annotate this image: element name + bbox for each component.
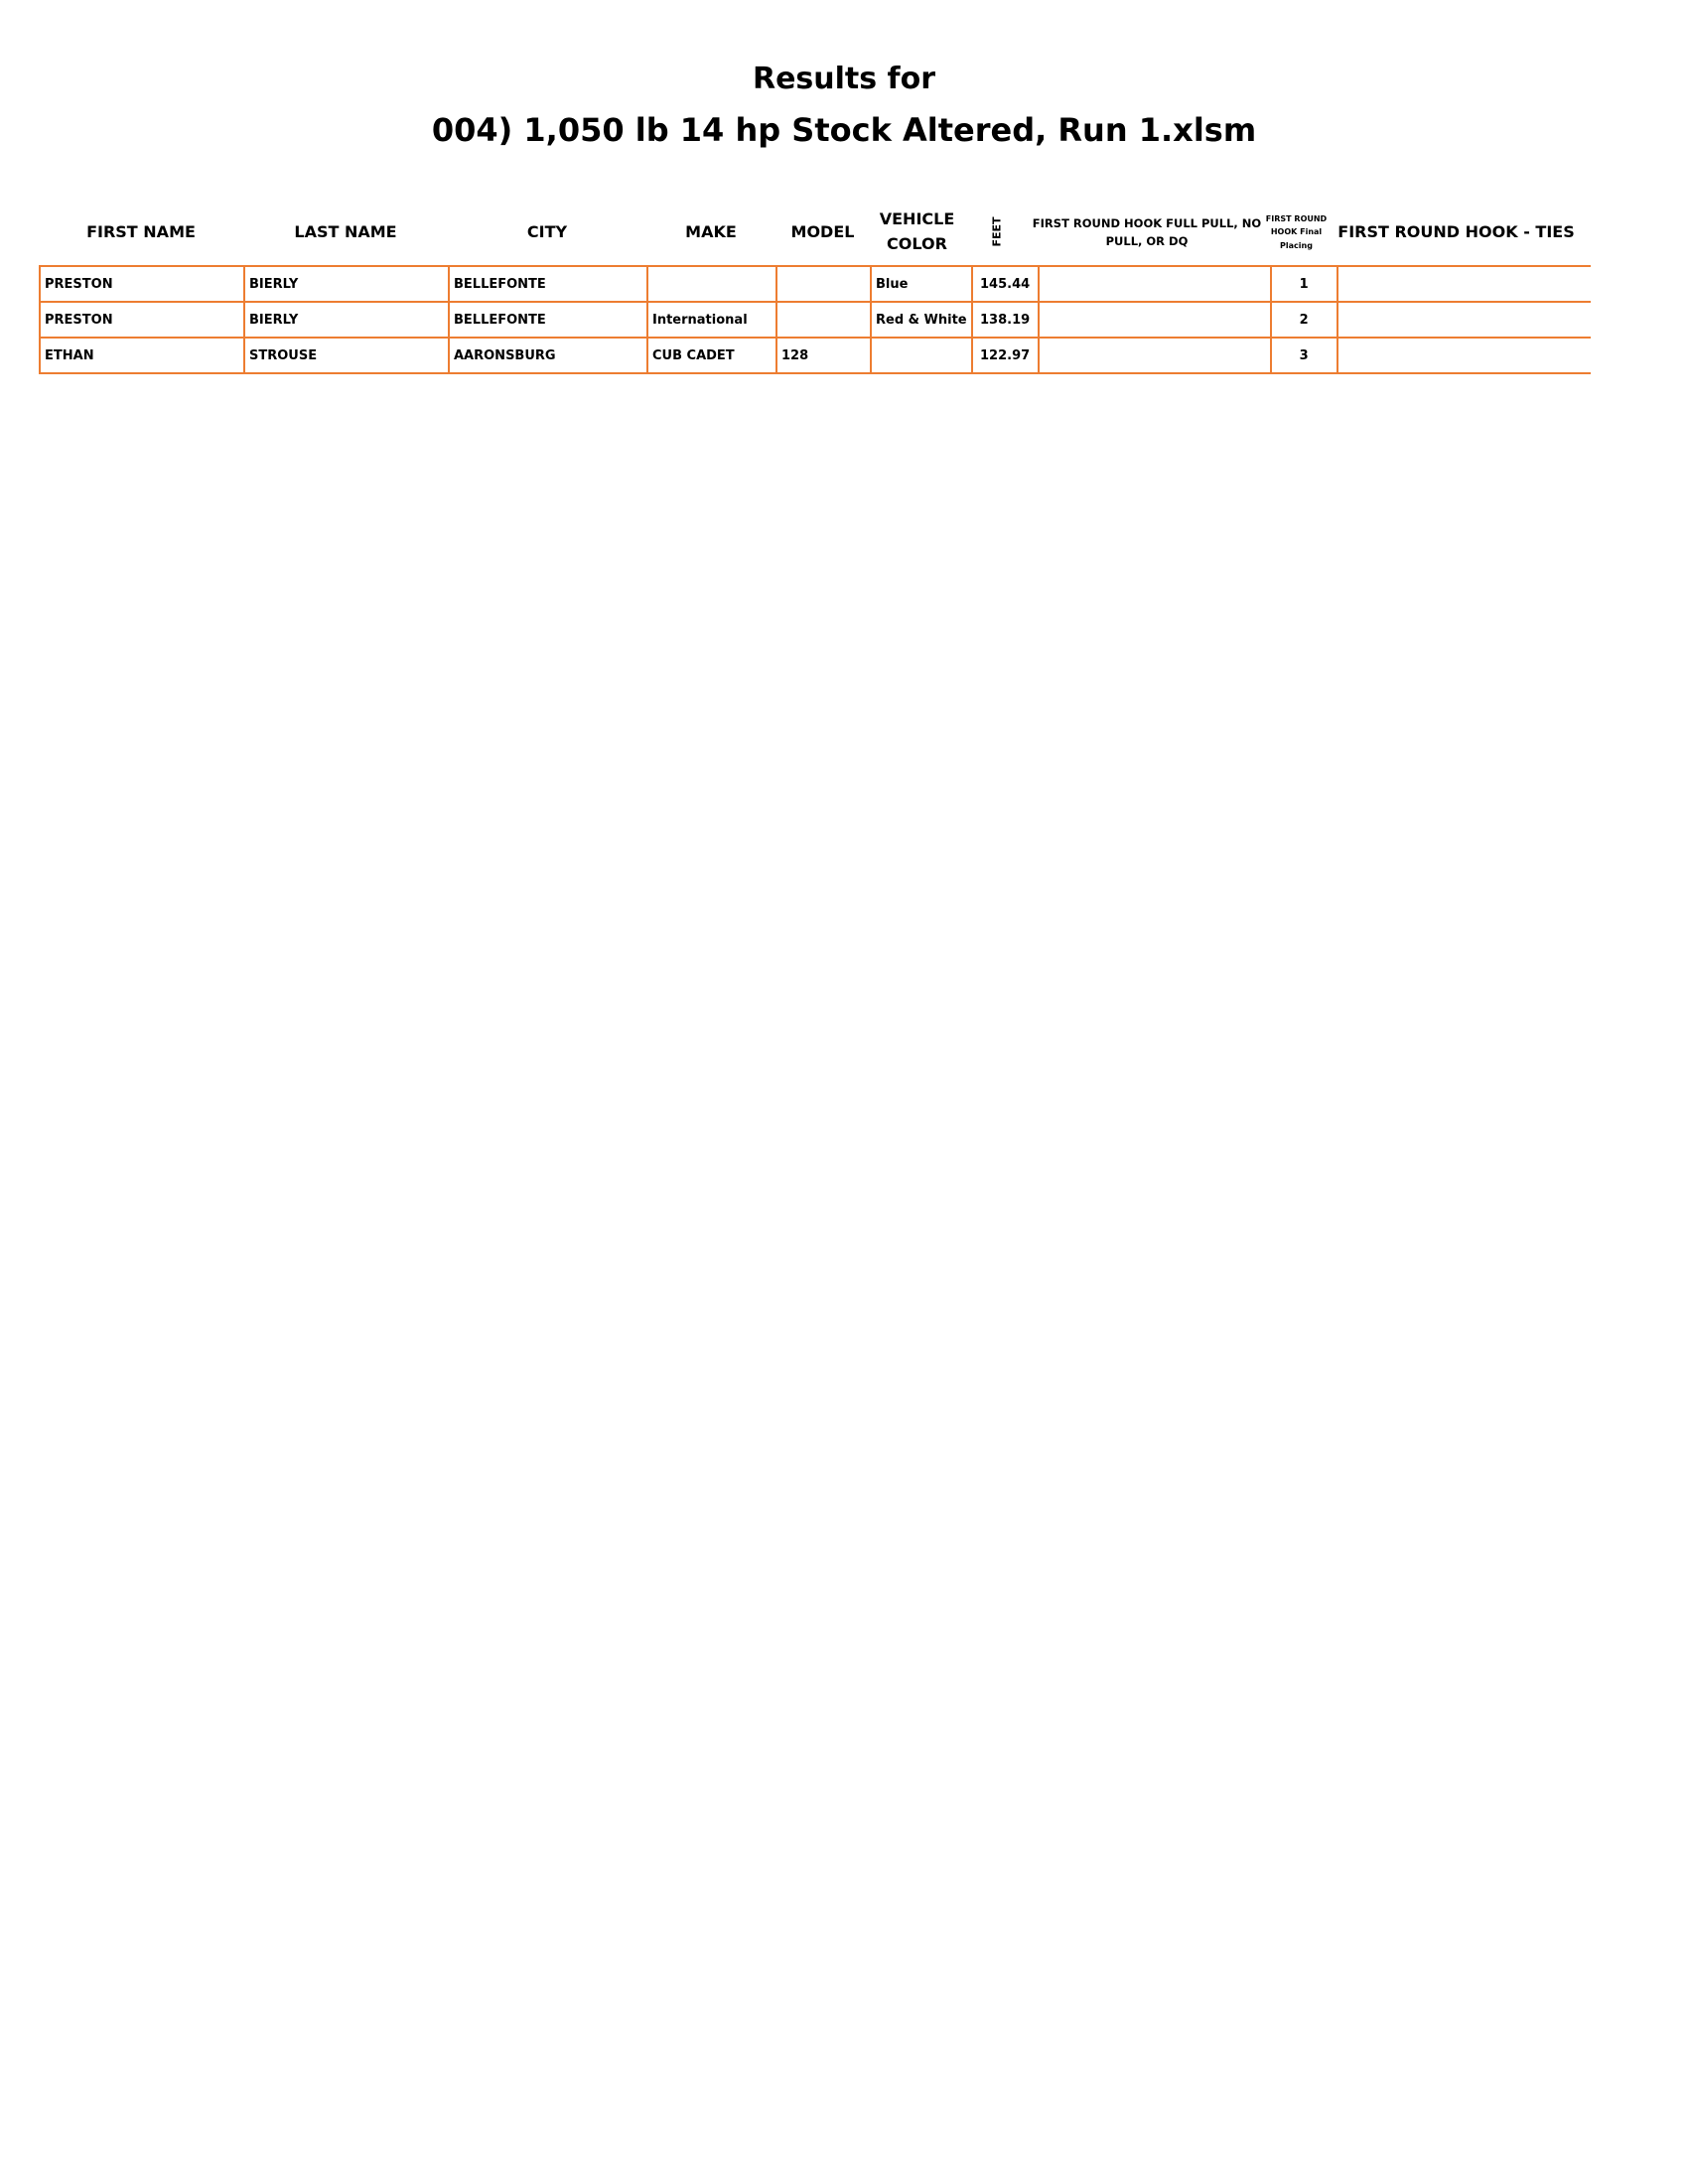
header-make: MAKE [685, 221, 737, 241]
header-hook-placing: FIRST ROUND HOOK Final Placing [1265, 213, 1328, 250]
cell-hook-placing: 1 [1271, 266, 1337, 302]
cell-city: AARONSBURG [449, 338, 647, 373]
cell-feet: 122.97 [972, 338, 1039, 373]
cell-vehicle-color [871, 338, 972, 373]
header-last-name: LAST NAME [294, 221, 397, 241]
header-city: CITY [526, 221, 568, 241]
cell-feet: 138.19 [972, 302, 1039, 338]
cell-last-name: BIERLY [244, 302, 449, 338]
cell-feet: 145.44 [972, 266, 1039, 302]
cell-hook-result [1039, 266, 1271, 302]
header-hook-result: FIRST ROUND HOOK FULL PULL, NO PULL, OR DQ [1032, 215, 1262, 248]
table-row [40, 302, 1591, 338]
cell-last-name: STROUSE [244, 338, 449, 373]
cell-hook-ties [1337, 302, 1591, 338]
cell-vehicle-color: Red & White [871, 302, 972, 338]
cell-hook-ties [1337, 338, 1591, 373]
header-first-name: FIRST NAME [86, 221, 196, 241]
cell-make: CUB CADET [647, 338, 776, 373]
cell-first-name: PRESTON [40, 266, 244, 302]
page-title: Results for [752, 62, 936, 96]
cell-make: International [647, 302, 776, 338]
cell-hook-placing: 3 [1271, 338, 1337, 373]
header-feet: FEET [990, 216, 1004, 248]
table-row [40, 266, 1591, 302]
cell-hook-result [1039, 302, 1271, 338]
cell-make [647, 266, 776, 302]
cell-city: BELLEFONTE [449, 302, 647, 338]
cell-last-name: BIERLY [244, 266, 449, 302]
cell-model [776, 266, 871, 302]
results-table [39, 265, 1591, 374]
cell-model [776, 302, 871, 338]
cell-hook-ties [1337, 266, 1591, 302]
header-hook-ties: FIRST ROUND HOOK - TIES [1337, 221, 1575, 241]
table-row [40, 338, 1591, 373]
cell-vehicle-color: Blue [871, 266, 972, 302]
cell-model: 128 [776, 338, 871, 373]
page-subtitle: 004) 1,050 lb 14 hp Stock Altered, Run 1.xlsm [431, 111, 1257, 149]
cell-city: BELLEFONTE [449, 266, 647, 302]
cell-first-name: ETHAN [40, 338, 244, 373]
cell-first-name: PRESTON [40, 302, 244, 338]
cell-hook-result [1039, 338, 1271, 373]
header-vehicle-color: VEHICLE COLOR [879, 209, 955, 253]
cell-hook-placing: 2 [1271, 302, 1337, 338]
header-model: MODEL [790, 221, 855, 241]
